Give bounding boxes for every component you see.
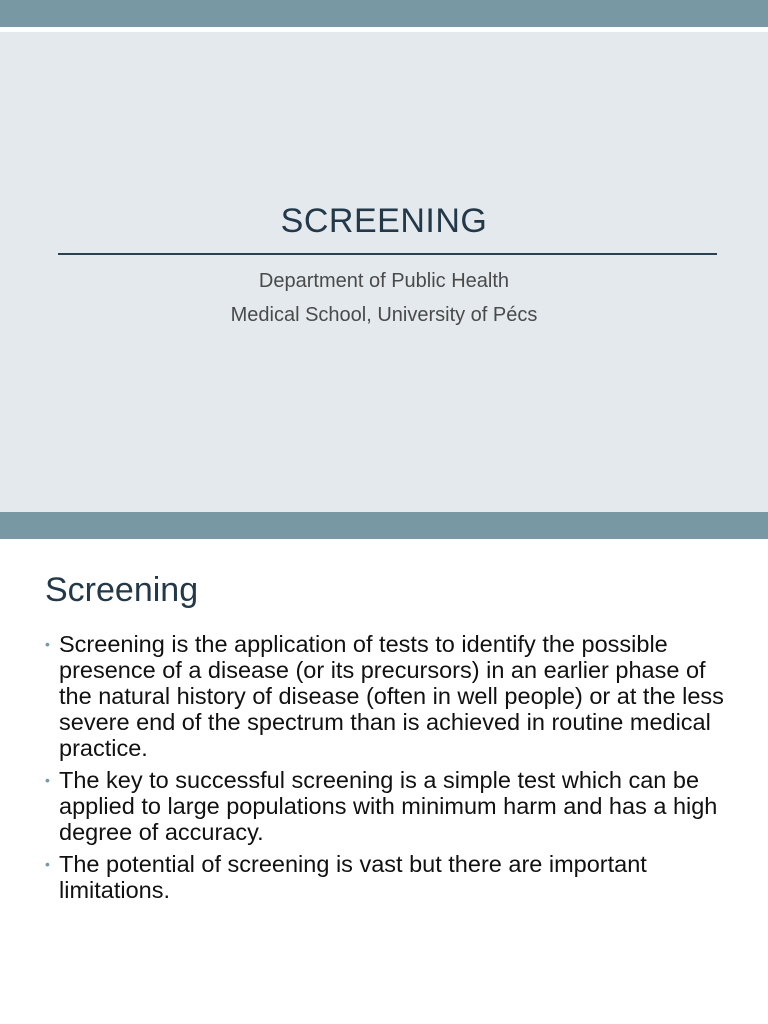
bullet-item xyxy=(45,767,725,845)
bullet-dot-icon: • xyxy=(45,772,50,788)
slide-separator-band xyxy=(0,512,768,539)
slide-subtitle xyxy=(0,264,768,332)
top-band-divider xyxy=(0,27,768,32)
top-decorative-band xyxy=(0,0,768,27)
bullet-text: The potential of screening is vast but there are important limitations. xyxy=(59,851,647,903)
title-divider-line xyxy=(58,253,717,255)
subtitle-institution: Medical School, University of Pécs xyxy=(230,304,538,326)
content-heading: Screening xyxy=(45,571,199,609)
bullet-item xyxy=(45,851,725,903)
bullet-text: Screening is the application of tests to identify the possible presence of a disease (or its precursors) in an earlier phase of the natural history of disease (often in well people) or at the less severe end of the spectrum than is achieved in routine medical practice. xyxy=(59,631,724,761)
bullet-list xyxy=(45,631,725,909)
bullet-item xyxy=(45,631,725,761)
bullet-dot-icon: • xyxy=(45,636,50,652)
content-slide xyxy=(0,539,768,1024)
slide-title: SCREENING xyxy=(280,202,488,240)
bullet-dot-icon: • xyxy=(45,856,50,872)
subtitle-department: Department of Public Health xyxy=(258,270,510,292)
bullet-text: The key to successful screening is a simple test which can be applied to large populations with minimum harm and has a high degree of accuracy. xyxy=(59,767,718,845)
